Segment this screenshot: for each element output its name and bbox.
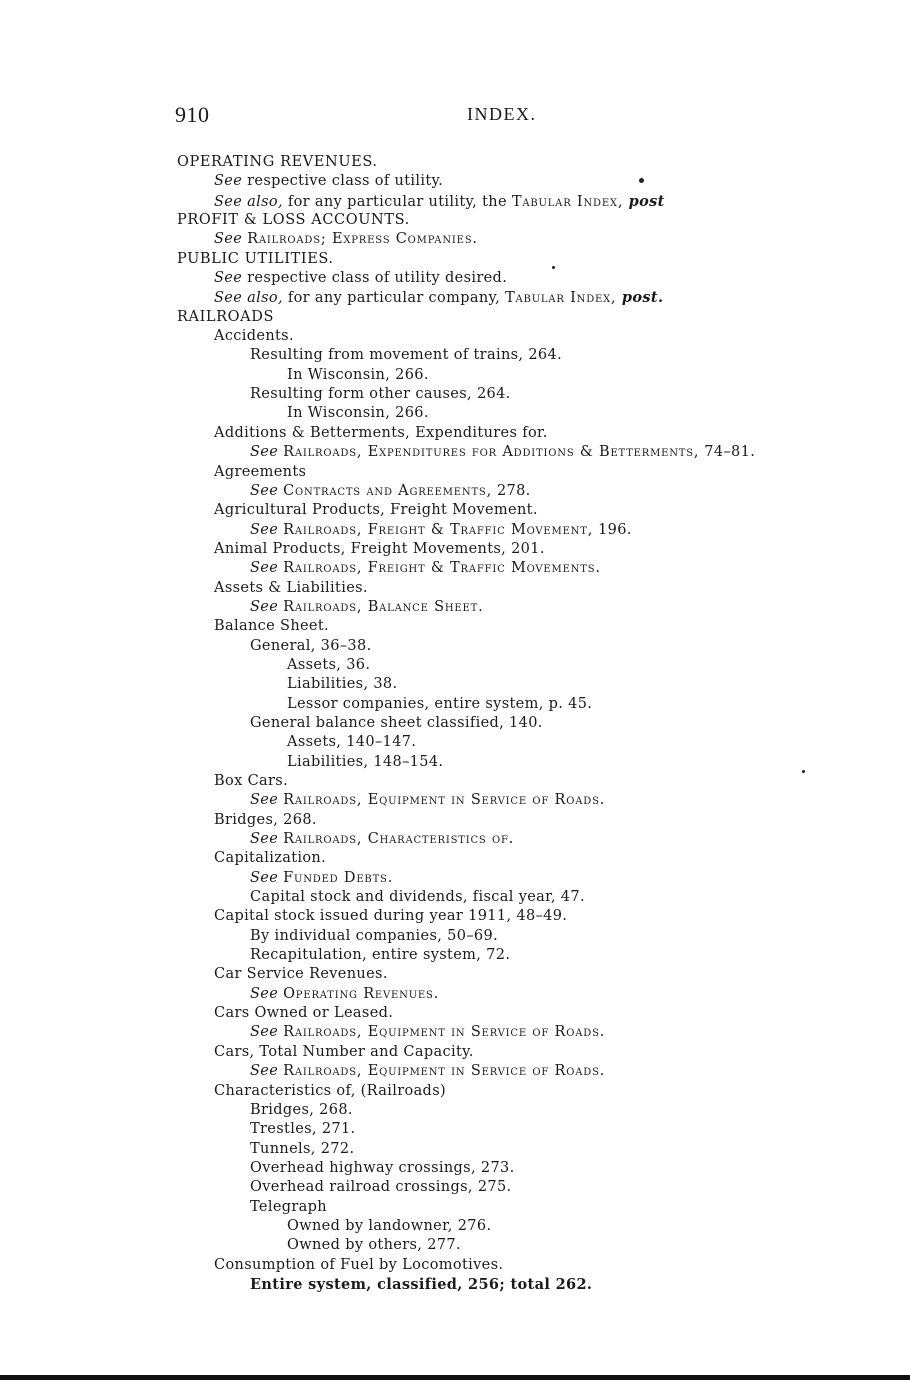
entry-text: Overhead highway crossings, 273. [250,1159,515,1176]
index-entry [0,675,910,694]
cross-reference: Railroads, Expenditures for Additions & Betterments, [283,444,700,461]
index-entry [0,617,910,636]
entry-text: respective class of utility. [242,173,444,190]
index-entry [0,811,910,830]
running-head: INDEX. [467,104,537,124]
index-entry [0,907,910,926]
index-entry [0,172,910,191]
page-edge [0,1375,910,1380]
page-number: 910 [175,102,210,127]
index-entry [0,288,910,307]
entry-text: Owned by others, 277. [287,1237,461,1254]
see-reference: See [250,831,279,848]
entry-text: PROFIT & LOSS ACCOUNTS. [177,212,410,229]
entry-text: Accidents. [214,328,294,345]
entry-text: Liabilities, 148–154. [287,753,444,770]
see-reference: See [214,270,243,287]
index-entry [0,1062,910,1081]
index-entry [0,1082,910,1101]
entry-text: Resulting form other causes, 264. [250,386,511,403]
entry-text: Additions & Betterments, Expenditures for. [214,424,548,441]
cross-reference: Operating Revenues. [283,985,440,1002]
index-entry [0,1178,910,1197]
see-reference: See [250,598,279,615]
entry-text: Resulting from movement of trains, 264. [250,347,563,364]
index-entry [0,521,910,540]
cross-reference: Railroads, Characteristics of. [283,831,515,848]
see-reference: See [250,869,279,886]
index-entry [0,327,910,346]
cross-reference: Railroads, Equipment in Service of Roads. [283,792,606,809]
cross-reference: Railroads, Balance Sheet. [283,598,484,615]
see-reference: See [250,1024,279,1041]
entry-text: Capitalization. [214,850,327,867]
index-entry [0,424,910,443]
entry-text: Assets, 36. [287,656,371,673]
index-entry [0,888,910,907]
cross-reference: Tabular Index, [511,193,624,210]
entry-text: Bridges, 268. [250,1101,353,1118]
index-entry [0,540,910,559]
index-entry [0,192,910,211]
index-list [0,153,910,1294]
entry-text: Cars, Total Number and Capacity. [214,1043,474,1060]
index-entry [0,733,910,752]
entry-text: for any particular company, [282,290,506,307]
entry-text: Recapitulation, entire system, 72. [250,947,511,964]
entry-text: Capital stock and dividends, fiscal year, 47. [250,889,585,906]
index-entry [0,1120,910,1139]
entry-text: Capital stock issued during year 1911, 48–49. [214,908,568,925]
index-entry [0,1140,910,1159]
index-entry [0,849,910,868]
entry-text: Liabilities, 38. [287,676,398,693]
entry-suffix: post. [616,289,664,307]
entry-text: Animal Products, Freight Movements, 201. [214,540,545,557]
entry-text: Trestles, 271. [250,1121,356,1138]
entry-text: Assets & Liabilities. [214,579,368,596]
entry-text: By individual companies, 50–69. [250,927,499,944]
index-entry [0,869,910,888]
index-entry [0,482,910,501]
ink-speck [802,770,805,773]
cross-reference: Tabular Index, [505,290,617,307]
see-reference: See [250,985,279,1002]
entry-text: RAILROADS [177,308,274,325]
see-reference: See [250,792,279,809]
cross-reference: Contracts and Agreements, [283,482,492,499]
index-entry [0,656,910,675]
entry-text: Consumption of Fuel by Locomotives. [214,1256,504,1273]
index-entry [0,463,910,482]
entry-text: Balance Sheet. [214,618,330,635]
index-entry [0,346,910,365]
page-reference: 74–81. [699,444,756,461]
index-entry [0,598,910,617]
index-entry [0,946,910,965]
entry-text: Entire system, classified, 256; total 262. [250,1275,593,1293]
index-entry [0,308,910,327]
index-entry [0,366,910,385]
index-entry [0,1004,910,1023]
entry-text: respective class of utility desired. [242,270,508,287]
index-entry [0,443,910,462]
see-reference: See also, [214,193,283,210]
see-reference: See [214,231,243,248]
entry-text: Car Service Revenues. [214,966,388,983]
index-entry [0,965,910,984]
ink-speck [639,178,644,183]
entry-suffix: post [623,192,665,210]
index-entry [0,927,910,946]
entry-text: OPERATING REVENUES. [177,154,378,170]
entry-text: General, 36–38. [250,637,372,654]
entry-text: PUBLIC UTILITIES. [177,250,334,267]
index-entry [0,1256,910,1275]
see-reference: See [250,560,279,577]
index-entry [0,791,910,810]
page-reference: 278. [491,482,531,499]
entry-text: Cars Owned or Leased. [214,1005,394,1022]
index-entry [0,637,910,656]
index-entry [0,714,910,733]
index-entry [0,501,910,520]
cross-reference: Railroads, Equipment in Service of Roads. [283,1063,606,1080]
ink-speck [552,266,555,269]
cross-reference: Railroads, Freight & Traffic Movement, [283,521,594,538]
index-entry [0,1198,910,1217]
index-entry [0,559,910,578]
index-entry [0,772,910,791]
cross-reference: Funded Debts. [283,869,394,886]
index-entry [0,385,910,404]
index-entry [0,1159,910,1178]
index-entry [0,1043,910,1062]
entry-text: Box Cars. [214,773,289,789]
entry-text: Telegraph [250,1198,327,1215]
index-entry [0,1101,910,1120]
entry-text: In Wisconsin, 266. [287,366,429,383]
entry-text: Agricultural Products, Freight Movement. [214,502,538,519]
entry-text: Overhead railroad crossings, 275. [250,1179,512,1196]
entry-text: Assets, 140–147. [287,734,417,751]
page-reference: 196. [593,521,632,538]
index-entry [0,579,910,598]
page-header [0,102,910,132]
index-entry [0,404,910,423]
index-entry [0,211,910,230]
index-entry [0,830,910,849]
index-entry [0,230,910,249]
entry-text: Tunnels, 272. [250,1140,355,1157]
index-entry [0,1023,910,1042]
entry-text: Bridges, 268. [214,811,317,828]
see-reference: See [250,1063,279,1080]
see-reference: See [250,521,279,538]
index-entry [0,695,910,714]
index-entry [0,1236,910,1255]
see-reference: See [214,173,243,190]
cross-reference: Railroads; Express Companies. [247,231,478,248]
entry-text: for any particular utility, the [282,193,512,210]
index-entry [0,250,910,269]
index-entry [0,1275,910,1294]
index-entry [0,1217,910,1236]
entry-text: Characteristics of, (Railroads) [214,1082,446,1099]
cross-reference: Railroads, Freight & Traffic Movements. [283,560,601,577]
index-entry [0,753,910,772]
cross-reference: Railroads, Equipment in Service of Roads. [283,1024,606,1041]
see-reference: See [250,444,279,461]
see-reference: See [250,482,279,499]
index-entry [0,269,910,288]
entry-text: In Wisconsin, 266. [287,405,429,422]
see-reference: See also, [214,290,283,307]
entry-text: Lessor companies, entire system, p. 45. [287,695,593,712]
index-entry [0,985,910,1004]
index-entry [0,153,910,172]
entry-text: Agreements [214,463,307,480]
entry-text: General balance sheet classified, 140. [250,714,543,731]
entry-text: Owned by landowner, 276. [287,1217,492,1234]
